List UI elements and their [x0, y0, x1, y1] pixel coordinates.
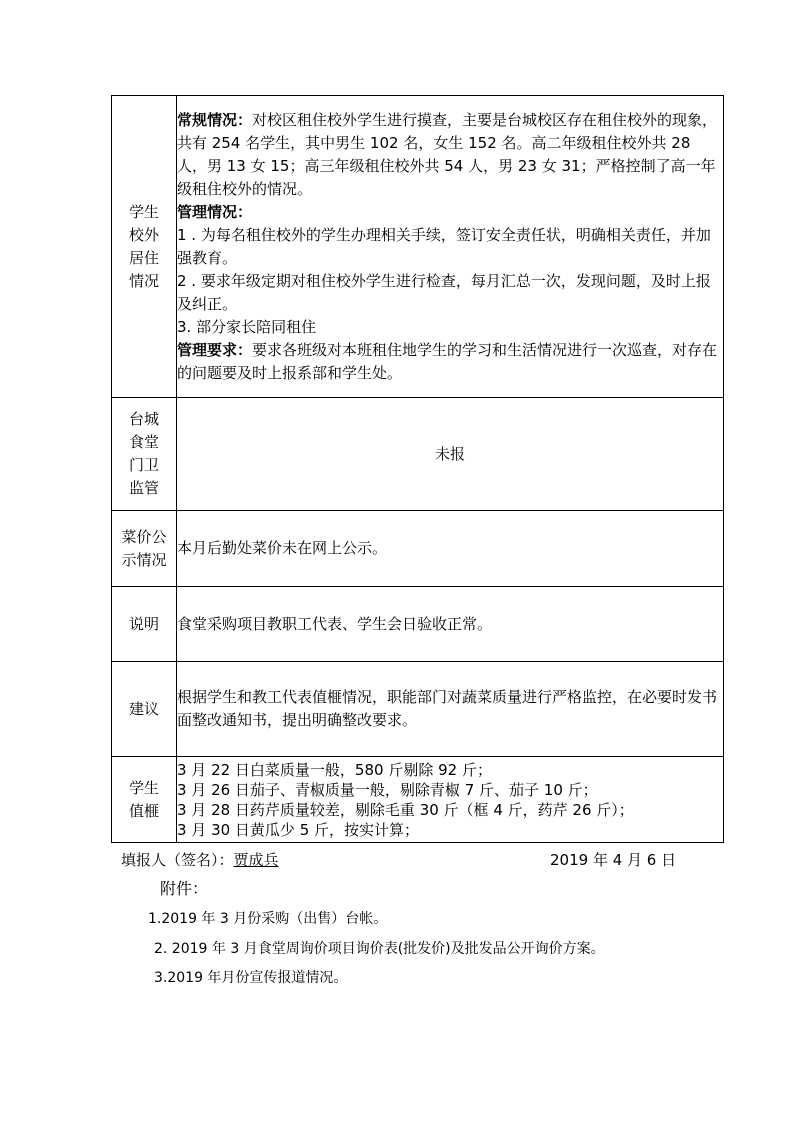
signer-name: 贾成兵 — [233, 851, 279, 869]
row-price — [112, 511, 724, 587]
label-advice — [112, 662, 177, 757]
attachment-item: 3.2019 年月份宣传报道情况。 — [154, 970, 348, 986]
req-title: 管理要求： — [177, 340, 253, 359]
label-price — [112, 511, 177, 587]
row-canteen — [112, 398, 724, 511]
mgmt-item: 3. 部分家长陪同租住 — [177, 317, 317, 336]
label-note — [112, 587, 177, 662]
attachment-item: 2. 2019 年 3 月食堂周询价项目询价表(批发价)及批发品公开询价方案。 — [154, 941, 605, 957]
label-line: 建议 — [128, 699, 159, 718]
label-line: 说明 — [128, 614, 159, 633]
label-line: 学生 — [128, 778, 159, 797]
attachment-item: 1.2019 年 3 月份采购（出售）台帐。 — [148, 911, 388, 927]
signer-label: 填报人（签名）： — [121, 851, 234, 869]
label-line: 值榧 — [128, 801, 159, 820]
label-line: 门卫 — [128, 456, 159, 474]
label-line: 学生 — [128, 202, 159, 221]
mgmt-title: 管理情况： — [177, 202, 253, 221]
content-advice: 根据学生和教工代表值榧情况，职能部门对蔬菜质量进行严格监控，在必要时发书面整改通知书，提出明确整改要求。 — [177, 662, 724, 757]
duty-item: 3 月 30 日黄瓜少 5 斤，按实计算； — [177, 820, 420, 839]
attachments-title: 附件： — [160, 879, 209, 898]
mgmt-item: 1 . 为每名租住校外的学生办理相关手续，签订安全责任状，明确相关责任，并加强教育。 — [177, 225, 711, 267]
label-line: 食堂 — [128, 433, 159, 451]
content-canteen: 未报 — [177, 398, 724, 511]
label-line: 情况 — [128, 271, 159, 290]
label-line: 校外 — [128, 225, 159, 244]
row-housing — [112, 96, 724, 398]
content-note: 食堂采购项目教职工代表、学生会日验收正常。 — [177, 587, 724, 662]
content-duty — [177, 757, 724, 843]
requirement-paragraph — [177, 339, 723, 385]
label-duty — [112, 757, 177, 843]
label-line: 监管 — [128, 479, 159, 497]
label-line: 居住 — [128, 248, 159, 267]
label-line: 菜价公 — [121, 527, 167, 546]
routine-text: 对校区租住校外学生进行摸查，主要是台城校区存在租住校外的现象，共有 254 名学生，其中男生 102 名，女生 152 名。高二年级租住校外共 28 人，男 13 女 15；高三年级租住校外共 54 人，男 23 女 31；严格控制了高一年级租住校外的情况。 — [177, 110, 718, 198]
label-canteen — [112, 398, 177, 511]
label-line: 示情况 — [121, 550, 167, 569]
row-advice — [112, 662, 724, 757]
routine-title: 常规情况： — [177, 110, 253, 129]
label-line: 台城 — [128, 410, 159, 428]
label-housing — [112, 96, 177, 398]
mgmt-title-line — [177, 201, 723, 224]
content-housing — [177, 96, 724, 398]
row-duty — [112, 757, 724, 843]
req-text: 要求各班级对本班租住地学生的学习和生活情况进行一次巡查，对存在的问题要及时上报系部和学生处。 — [177, 340, 718, 382]
signer-line — [121, 850, 279, 870]
report-table — [111, 95, 724, 843]
mgmt-item: 2 . 要求年级定期对租住校外学生进行检查，每月汇总一次，发现问题，及时上报及纠正。 — [177, 271, 711, 313]
routine-paragraph — [177, 109, 723, 201]
content-price: 本月后勤处菜价未在网上公示。 — [177, 511, 724, 587]
report-date: 2019 年 4 月 6 日 — [550, 851, 677, 869]
duty-item: 3 月 26 日茄子、青椒质量一般，剔除青椒 7 斤、茄子 10 斤； — [177, 780, 598, 799]
duty-item: 3 月 22 日白菜质量一般，580 斤剔除 92 斤； — [177, 760, 492, 779]
duty-item: 3 月 28 日药芹质量较差，剔除毛重 30 斤（框 4 斤，药芹 26 斤）； — [177, 800, 634, 819]
row-note — [112, 587, 724, 662]
